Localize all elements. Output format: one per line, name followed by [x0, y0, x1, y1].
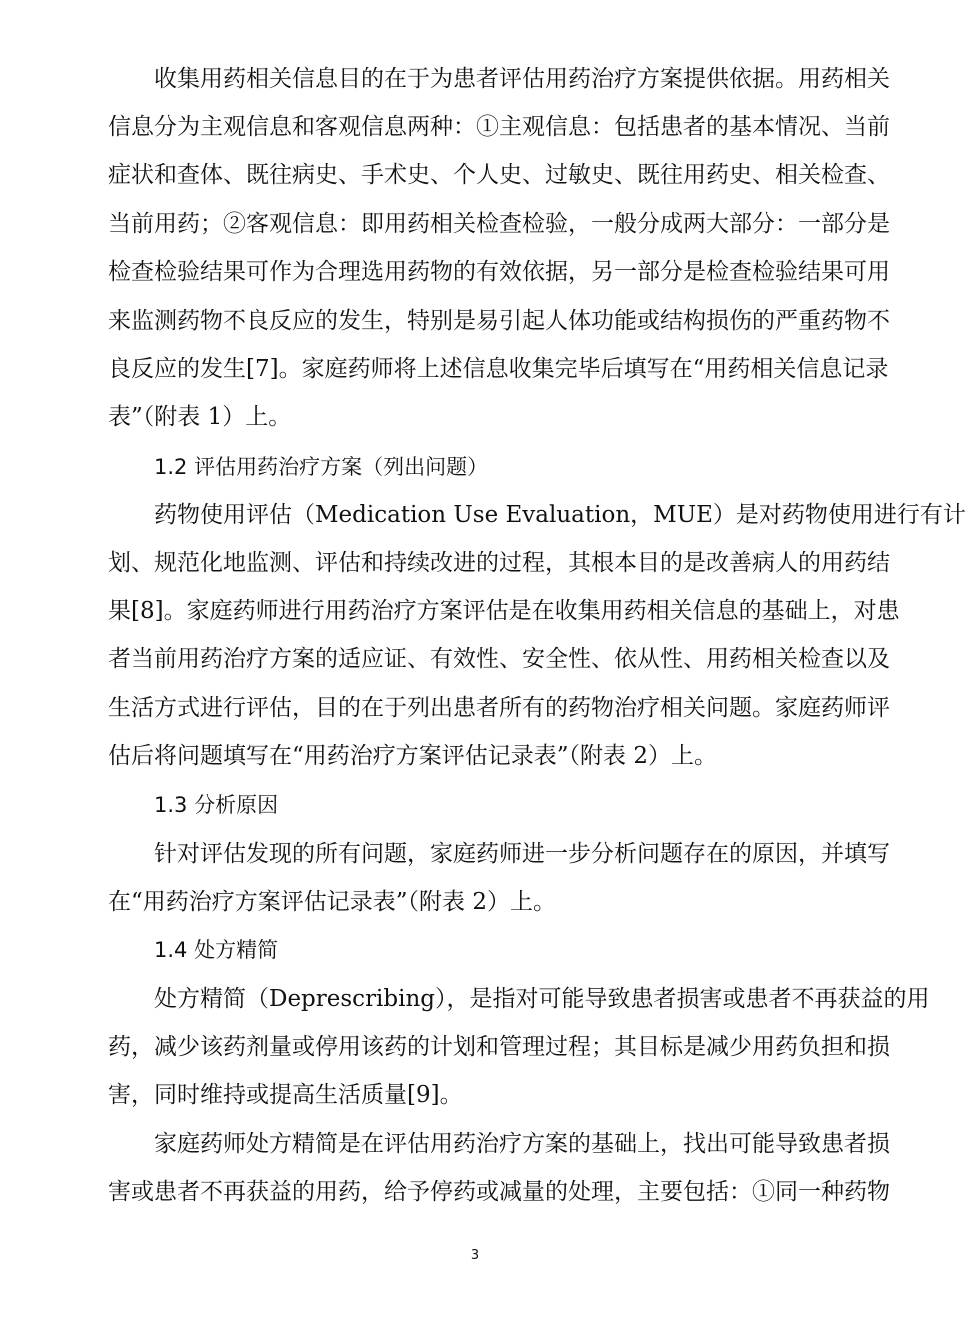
paragraph-line: 药，减少该药剂量或停用该药的计划和管理过程；其目标是减少用药负担和损: [108, 1034, 890, 1060]
paragraph-line: 收集用药相关信息目的在于为患者评估用药治疗方案提供依据。用药相关: [154, 66, 890, 92]
paragraph-line: 来监测药物不良反应的发生，特别是易引起人体功能或结构损伤的严重药物不: [108, 308, 890, 334]
paragraph-line: 表”（附表 1）上。: [108, 404, 292, 430]
paragraph-line: 药物使用评估（Medication Use Evaluation，MUE）是对药物使用进行有计: [154, 502, 966, 528]
paragraph-line: 果[8]。家庭药师进行用药治疗方案评估是在收集用药相关信息的基础上，对患: [108, 598, 900, 624]
paragraph-line: 信息分为主观信息和客观信息两种：①主观信息：包括患者的基本情况、当前: [108, 114, 890, 140]
page-number: 3: [470, 1248, 480, 1263]
paragraph-line: 症状和查体、既往病史、手术史、个人史、过敏史、既往用药史、相关检查、: [108, 162, 890, 188]
paragraph-line: 者当前用药治疗方案的适应证、有效性、安全性、依从性、用药相关检查以及: [108, 646, 890, 672]
paragraph-line: 害，同时维持或提高生活质量[9]。: [108, 1082, 463, 1108]
paragraph-line: 划、规范化地监测、评估和持续改进的过程，其根本目的是改善病人的用药结: [108, 550, 890, 576]
paragraph-line: 生活方式进行评估，目的在于列出患者所有的药物治疗相关问题。家庭药师评: [108, 695, 890, 721]
paragraph-line: 针对评估发现的所有问题，家庭药师进一步分析问题存在的原因，并填写: [154, 841, 890, 867]
paragraph-line: 害或患者不再获益的用药，给予停药或减量的处理，主要包括：①同一种药物: [108, 1179, 890, 1205]
section-heading: 1.4 处方精简: [154, 938, 279, 962]
paragraph-line: 在“用药治疗方案评估记录表”（附表 2）上。: [108, 889, 556, 915]
section-heading: 1.3 分析原因: [154, 793, 279, 817]
paragraph-line: 当前用药；②客观信息：即用药相关检查检验，一般分成两大部分：一部分是: [108, 211, 890, 237]
paragraph-line: 处方精简（Deprescribing），是指对可能导致患者损害或患者不再获益的用: [154, 986, 930, 1012]
paragraph-line: 估后将问题填写在“用药治疗方案评估记录表”（附表 2）上。: [108, 743, 717, 769]
paragraph-line: 检查检验结果可作为合理选用药物的有效依据，另一部分是检查检验结果可用: [108, 259, 890, 285]
section-heading: 1.2 评估用药治疗方案（列出问题）: [154, 455, 489, 479]
paragraph-line: 良反应的发生[7]。家庭药师将上述信息收集完毕后填写在“用药相关信息记录: [108, 356, 889, 382]
paragraph-line: 家庭药师处方精简是在评估用药治疗方案的基础上，找出可能导致患者损: [154, 1131, 890, 1157]
